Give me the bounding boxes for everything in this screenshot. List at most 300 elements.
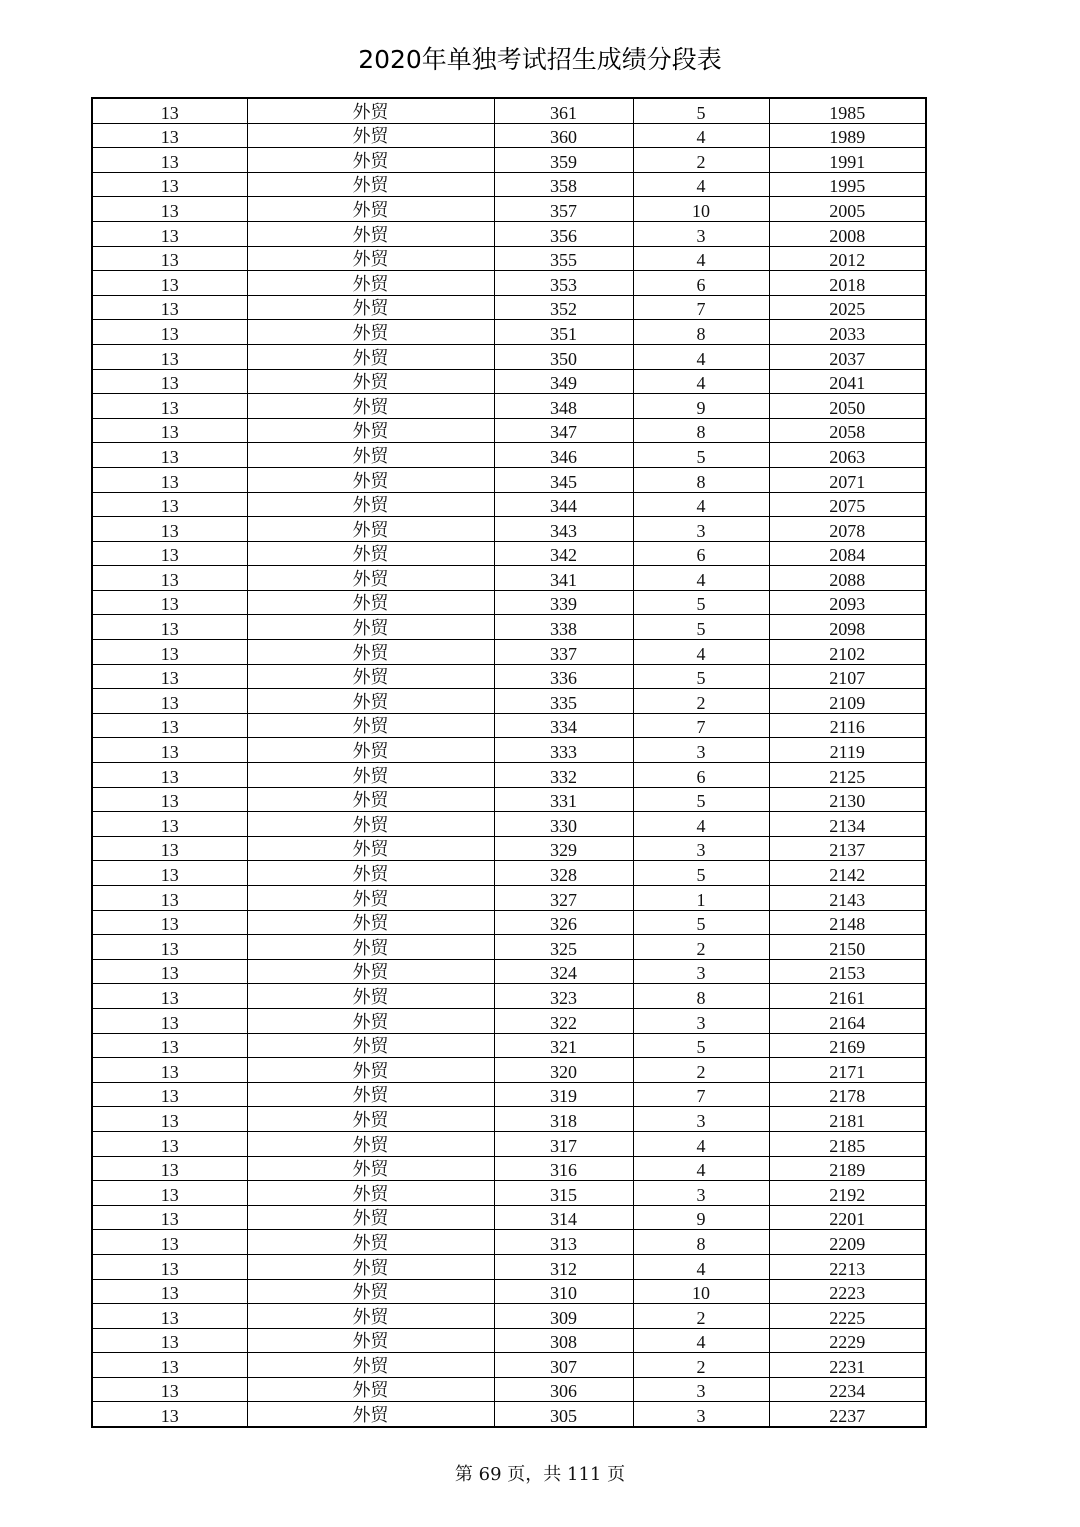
- count-cell: 3: [633, 738, 769, 763]
- score-cell: 326: [494, 910, 633, 935]
- table-row: [92, 861, 926, 886]
- major-cell: 外贸: [247, 1353, 494, 1378]
- table-row: [92, 763, 926, 788]
- count-cell: 1: [633, 886, 769, 911]
- table-row: [92, 935, 926, 960]
- count-cell: 4: [633, 640, 769, 665]
- table-row: [92, 664, 926, 689]
- category-code-cell: 13: [92, 1033, 247, 1058]
- score-cell: 310: [494, 1279, 633, 1304]
- count-cell: 4: [633, 1131, 769, 1156]
- major-cell: 外贸: [247, 148, 494, 173]
- count-cell: 3: [633, 959, 769, 984]
- category-code-cell: 13: [92, 1008, 247, 1033]
- cumulative-cell: 2148: [769, 910, 926, 935]
- table-row: [92, 1107, 926, 1132]
- page-title: 2020年单独考试招生成绩分段表: [358, 45, 722, 74]
- category-code-cell: 13: [92, 1107, 247, 1132]
- table-row: [92, 1279, 926, 1304]
- table-row: [92, 1377, 926, 1402]
- category-code-cell: 13: [92, 1230, 247, 1255]
- cumulative-cell: 2137: [769, 836, 926, 861]
- score-cell: 320: [494, 1058, 633, 1083]
- major-cell: 外贸: [247, 713, 494, 738]
- table-row: [92, 886, 926, 911]
- category-code-cell: 13: [92, 664, 247, 689]
- major-cell: 外贸: [247, 123, 494, 148]
- count-cell: 4: [633, 246, 769, 271]
- count-cell: 4: [633, 344, 769, 369]
- category-code-cell: 13: [92, 763, 247, 788]
- cumulative-cell: 2084: [769, 541, 926, 566]
- page-footer: 第 69 页，共 111 页: [454, 1464, 626, 1485]
- score-cell: 358: [494, 172, 633, 197]
- major-cell: 外贸: [247, 271, 494, 296]
- cumulative-cell: 2005: [769, 197, 926, 222]
- count-cell: 10: [633, 197, 769, 222]
- major-cell: 外贸: [247, 1304, 494, 1329]
- score-distribution-table: [91, 97, 927, 1428]
- category-code-cell: 13: [92, 1254, 247, 1279]
- table-row: [92, 221, 926, 246]
- count-cell: 3: [633, 1107, 769, 1132]
- cumulative-cell: 2041: [769, 369, 926, 394]
- major-cell: 外贸: [247, 344, 494, 369]
- major-cell: 外贸: [247, 935, 494, 960]
- score-cell: 359: [494, 148, 633, 173]
- major-cell: 外贸: [247, 443, 494, 468]
- score-cell: 345: [494, 467, 633, 492]
- score-cell: 337: [494, 640, 633, 665]
- major-cell: 外贸: [247, 295, 494, 320]
- table-row: [92, 1304, 926, 1329]
- category-code-cell: 13: [92, 344, 247, 369]
- category-code-cell: 13: [92, 787, 247, 812]
- cumulative-cell: 2209: [769, 1230, 926, 1255]
- cumulative-cell: 2181: [769, 1107, 926, 1132]
- count-cell: 3: [633, 221, 769, 246]
- major-cell: 外贸: [247, 640, 494, 665]
- major-cell: 外贸: [247, 861, 494, 886]
- score-cell: 314: [494, 1205, 633, 1230]
- category-code-cell: 13: [92, 1402, 247, 1427]
- score-cell: 307: [494, 1353, 633, 1378]
- table-row: [92, 1181, 926, 1206]
- major-cell: 外贸: [247, 1131, 494, 1156]
- score-cell: 336: [494, 664, 633, 689]
- score-cell: 329: [494, 836, 633, 861]
- category-code-cell: 13: [92, 1156, 247, 1181]
- count-cell: 2: [633, 148, 769, 173]
- major-cell: 外贸: [247, 517, 494, 542]
- cumulative-cell: 1995: [769, 172, 926, 197]
- count-cell: 2: [633, 1058, 769, 1083]
- major-cell: 外贸: [247, 320, 494, 345]
- score-cell: 361: [494, 98, 633, 123]
- cumulative-cell: 2033: [769, 320, 926, 345]
- score-cell: 334: [494, 713, 633, 738]
- major-cell: 外贸: [247, 369, 494, 394]
- major-cell: 外贸: [247, 836, 494, 861]
- category-code-cell: 13: [92, 886, 247, 911]
- table-row: [92, 98, 926, 123]
- cumulative-cell: 2088: [769, 566, 926, 591]
- score-cell: 356: [494, 221, 633, 246]
- cumulative-cell: 2164: [769, 1008, 926, 1033]
- cumulative-cell: 1985: [769, 98, 926, 123]
- category-code-cell: 13: [92, 566, 247, 591]
- score-cell: 313: [494, 1230, 633, 1255]
- cumulative-cell: 2134: [769, 812, 926, 837]
- count-cell: 4: [633, 812, 769, 837]
- cumulative-cell: 2185: [769, 1131, 926, 1156]
- score-cell: 308: [494, 1328, 633, 1353]
- cumulative-cell: 2161: [769, 984, 926, 1009]
- category-code-cell: 13: [92, 295, 247, 320]
- count-cell: 5: [633, 861, 769, 886]
- cumulative-cell: 2229: [769, 1328, 926, 1353]
- table-row: [92, 271, 926, 296]
- major-cell: 外贸: [247, 590, 494, 615]
- score-cell: 305: [494, 1402, 633, 1427]
- count-cell: 10: [633, 1279, 769, 1304]
- score-cell: 355: [494, 246, 633, 271]
- category-code-cell: 13: [92, 246, 247, 271]
- major-cell: 外贸: [247, 1230, 494, 1255]
- count-cell: 3: [633, 1377, 769, 1402]
- count-cell: 4: [633, 123, 769, 148]
- count-cell: 5: [633, 1033, 769, 1058]
- cumulative-cell: 2075: [769, 492, 926, 517]
- major-cell: 外贸: [247, 1082, 494, 1107]
- category-code-cell: 13: [92, 394, 247, 419]
- category-code-cell: 13: [92, 959, 247, 984]
- count-cell: 5: [633, 98, 769, 123]
- count-cell: 5: [633, 443, 769, 468]
- count-cell: 8: [633, 1230, 769, 1255]
- major-cell: 外贸: [247, 886, 494, 911]
- count-cell: 3: [633, 1008, 769, 1033]
- table-row: [92, 320, 926, 345]
- major-cell: 外贸: [247, 418, 494, 443]
- score-cell: 360: [494, 123, 633, 148]
- major-cell: 外贸: [247, 1377, 494, 1402]
- cumulative-cell: 2116: [769, 713, 926, 738]
- category-code-cell: 13: [92, 467, 247, 492]
- major-cell: 外贸: [247, 541, 494, 566]
- count-cell: 2: [633, 689, 769, 714]
- table-row: [92, 443, 926, 468]
- major-cell: 外贸: [247, 1033, 494, 1058]
- table-row: [92, 492, 926, 517]
- cumulative-cell: 2143: [769, 886, 926, 911]
- cumulative-cell: 2012: [769, 246, 926, 271]
- count-cell: 5: [633, 664, 769, 689]
- table-row: [92, 984, 926, 1009]
- table-row: [92, 1156, 926, 1181]
- category-code-cell: 13: [92, 221, 247, 246]
- major-cell: 外贸: [247, 467, 494, 492]
- score-cell: 341: [494, 566, 633, 591]
- major-cell: 外贸: [247, 1058, 494, 1083]
- category-code-cell: 13: [92, 197, 247, 222]
- table-row: [92, 467, 926, 492]
- score-cell: 353: [494, 271, 633, 296]
- table-row: [92, 1131, 926, 1156]
- score-cell: 347: [494, 418, 633, 443]
- count-cell: 7: [633, 1082, 769, 1107]
- category-code-cell: 13: [92, 615, 247, 640]
- score-cell: 349: [494, 369, 633, 394]
- major-cell: 外贸: [247, 689, 494, 714]
- category-code-cell: 13: [92, 713, 247, 738]
- table-row: [92, 1033, 926, 1058]
- cumulative-cell: 2107: [769, 664, 926, 689]
- category-code-cell: 13: [92, 172, 247, 197]
- score-cell: 338: [494, 615, 633, 640]
- count-cell: 4: [633, 566, 769, 591]
- score-cell: 318: [494, 1107, 633, 1132]
- cumulative-cell: 2125: [769, 763, 926, 788]
- table-row: [92, 1008, 926, 1033]
- count-cell: 2: [633, 1353, 769, 1378]
- category-code-cell: 13: [92, 1205, 247, 1230]
- category-code-cell: 13: [92, 812, 247, 837]
- count-cell: 8: [633, 467, 769, 492]
- count-cell: 4: [633, 1254, 769, 1279]
- category-code-cell: 13: [92, 935, 247, 960]
- cumulative-cell: 2008: [769, 221, 926, 246]
- major-cell: 外贸: [247, 1181, 494, 1206]
- count-cell: 3: [633, 1402, 769, 1427]
- table-row: [92, 910, 926, 935]
- count-cell: 5: [633, 787, 769, 812]
- score-cell: 323: [494, 984, 633, 1009]
- score-cell: 309: [494, 1304, 633, 1329]
- table-row: [92, 517, 926, 542]
- cumulative-cell: 2102: [769, 640, 926, 665]
- major-cell: 外贸: [247, 197, 494, 222]
- score-cell: 333: [494, 738, 633, 763]
- category-code-cell: 13: [92, 1279, 247, 1304]
- category-code-cell: 13: [92, 148, 247, 173]
- category-code-cell: 13: [92, 320, 247, 345]
- table-row: [92, 566, 926, 591]
- major-cell: 外贸: [247, 1402, 494, 1427]
- major-cell: 外贸: [247, 172, 494, 197]
- score-cell: 327: [494, 886, 633, 911]
- cumulative-cell: 2223: [769, 1279, 926, 1304]
- count-cell: 4: [633, 1328, 769, 1353]
- score-cell: 348: [494, 394, 633, 419]
- major-cell: 外贸: [247, 664, 494, 689]
- score-cell: 316: [494, 1156, 633, 1181]
- major-cell: 外贸: [247, 98, 494, 123]
- major-cell: 外贸: [247, 566, 494, 591]
- table-row: [92, 1230, 926, 1255]
- count-cell: 8: [633, 984, 769, 1009]
- table-row: [92, 836, 926, 861]
- category-code-cell: 13: [92, 689, 247, 714]
- cumulative-cell: 2037: [769, 344, 926, 369]
- category-code-cell: 13: [92, 1353, 247, 1378]
- cumulative-cell: 2169: [769, 1033, 926, 1058]
- score-cell: 342: [494, 541, 633, 566]
- table-row: [92, 1254, 926, 1279]
- category-code-cell: 13: [92, 640, 247, 665]
- table-row: [92, 1402, 926, 1427]
- table-row: [92, 738, 926, 763]
- cumulative-cell: 2050: [769, 394, 926, 419]
- cumulative-cell: 2071: [769, 467, 926, 492]
- category-code-cell: 13: [92, 1181, 247, 1206]
- table-row: [92, 812, 926, 837]
- score-cell: 352: [494, 295, 633, 320]
- cumulative-cell: 1989: [769, 123, 926, 148]
- table-row: [92, 590, 926, 615]
- cumulative-cell: 2142: [769, 861, 926, 886]
- cumulative-cell: 2171: [769, 1058, 926, 1083]
- score-cell: 317: [494, 1131, 633, 1156]
- major-cell: 外贸: [247, 910, 494, 935]
- major-cell: 外贸: [247, 1156, 494, 1181]
- table-row: [92, 1058, 926, 1083]
- count-cell: 3: [633, 836, 769, 861]
- table-row: [92, 787, 926, 812]
- major-cell: 外贸: [247, 1328, 494, 1353]
- count-cell: 3: [633, 517, 769, 542]
- table-row: [92, 689, 926, 714]
- count-cell: 5: [633, 910, 769, 935]
- cumulative-cell: 2201: [769, 1205, 926, 1230]
- table-row: [92, 344, 926, 369]
- count-cell: 5: [633, 590, 769, 615]
- cumulative-cell: 2063: [769, 443, 926, 468]
- table-row: [92, 246, 926, 271]
- count-cell: 3: [633, 1181, 769, 1206]
- cumulative-cell: 1991: [769, 148, 926, 173]
- category-code-cell: 13: [92, 836, 247, 861]
- count-cell: 8: [633, 320, 769, 345]
- major-cell: 外贸: [247, 221, 494, 246]
- major-cell: 外贸: [247, 763, 494, 788]
- category-code-cell: 13: [92, 738, 247, 763]
- category-code-cell: 13: [92, 517, 247, 542]
- table-body: [92, 98, 926, 1427]
- major-cell: 外贸: [247, 492, 494, 517]
- cumulative-cell: 2109: [769, 689, 926, 714]
- count-cell: 6: [633, 271, 769, 296]
- category-code-cell: 13: [92, 492, 247, 517]
- score-cell: 315: [494, 1181, 633, 1206]
- count-cell: 2: [633, 1304, 769, 1329]
- table-row: [92, 172, 926, 197]
- table-row: [92, 541, 926, 566]
- major-cell: 外贸: [247, 984, 494, 1009]
- count-cell: 9: [633, 394, 769, 419]
- category-code-cell: 13: [92, 1082, 247, 1107]
- cumulative-cell: 2150: [769, 935, 926, 960]
- table-row: [92, 394, 926, 419]
- cumulative-cell: 2130: [769, 787, 926, 812]
- count-cell: 2: [633, 935, 769, 960]
- major-cell: 外贸: [247, 1279, 494, 1304]
- score-cell: 332: [494, 763, 633, 788]
- category-code-cell: 13: [92, 910, 247, 935]
- score-cell: 324: [494, 959, 633, 984]
- major-cell: 外贸: [247, 1205, 494, 1230]
- category-code-cell: 13: [92, 418, 247, 443]
- category-code-cell: 13: [92, 1131, 247, 1156]
- score-cell: 335: [494, 689, 633, 714]
- cumulative-cell: 2178: [769, 1082, 926, 1107]
- count-cell: 5: [633, 615, 769, 640]
- category-code-cell: 13: [92, 123, 247, 148]
- table-row: [92, 713, 926, 738]
- table-row: [92, 1328, 926, 1353]
- cumulative-cell: 2058: [769, 418, 926, 443]
- cumulative-cell: 2078: [769, 517, 926, 542]
- table-row: [92, 148, 926, 173]
- category-code-cell: 13: [92, 1328, 247, 1353]
- count-cell: 8: [633, 418, 769, 443]
- major-cell: 外贸: [247, 959, 494, 984]
- category-code-cell: 13: [92, 984, 247, 1009]
- table-row: [92, 295, 926, 320]
- cumulative-cell: 2234: [769, 1377, 926, 1402]
- score-cell: 321: [494, 1033, 633, 1058]
- table-row: [92, 959, 926, 984]
- major-cell: 外贸: [247, 394, 494, 419]
- major-cell: 外贸: [247, 1107, 494, 1132]
- table-row: [92, 123, 926, 148]
- major-cell: 外贸: [247, 1008, 494, 1033]
- score-cell: 351: [494, 320, 633, 345]
- count-cell: 9: [633, 1205, 769, 1230]
- score-cell: 328: [494, 861, 633, 886]
- score-cell: 344: [494, 492, 633, 517]
- category-code-cell: 13: [92, 541, 247, 566]
- score-cell: 331: [494, 787, 633, 812]
- table-row: [92, 1205, 926, 1230]
- count-cell: 4: [633, 369, 769, 394]
- major-cell: 外贸: [247, 812, 494, 837]
- category-code-cell: 13: [92, 98, 247, 123]
- score-cell: 322: [494, 1008, 633, 1033]
- cumulative-cell: 2231: [769, 1353, 926, 1378]
- table-row: [92, 1082, 926, 1107]
- count-cell: 4: [633, 492, 769, 517]
- cumulative-cell: 2018: [769, 271, 926, 296]
- category-code-cell: 13: [92, 271, 247, 296]
- score-cell: 346: [494, 443, 633, 468]
- table-row: [92, 369, 926, 394]
- cumulative-cell: 2213: [769, 1254, 926, 1279]
- score-cell: 319: [494, 1082, 633, 1107]
- major-cell: 外贸: [247, 615, 494, 640]
- count-cell: 7: [633, 713, 769, 738]
- score-cell: 357: [494, 197, 633, 222]
- table-row: [92, 1353, 926, 1378]
- cumulative-cell: 2192: [769, 1181, 926, 1206]
- category-code-cell: 13: [92, 1304, 247, 1329]
- score-cell: 325: [494, 935, 633, 960]
- count-cell: 6: [633, 763, 769, 788]
- category-code-cell: 13: [92, 590, 247, 615]
- major-cell: 外贸: [247, 246, 494, 271]
- count-cell: 4: [633, 1156, 769, 1181]
- table-row: [92, 418, 926, 443]
